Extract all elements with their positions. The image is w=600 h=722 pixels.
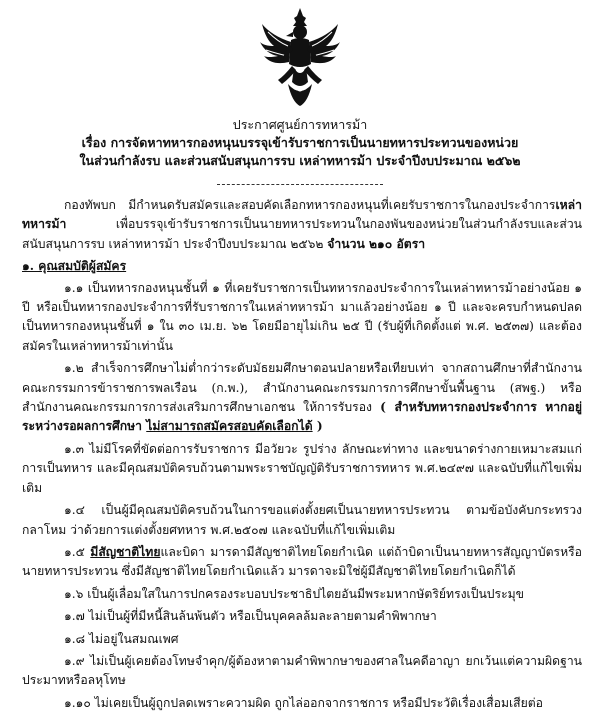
- item-1-2-text: ๑.๒ สำเร็จการศึกษาไม่ต่ำกว่าระดับมัธยมศึกษาตอนปลายหรือเทียบเท่า จากสถานศึกษาที่สำนักงานคณะกรรมการข้าราชการพลเรือน (ก.พ.), สำนักงานคณะกรรมการการศึกษาขั้นพื้นฐาน (สพฐ.) หรือ สำนักงานคณะกรรมการการส่งเสริมการศึกษาเอกชน ให้การรับรอง: [22, 361, 582, 415]
- item-1-9: ๑.๙ ไม่เป็นผู้เคยต้องโทษจำคุก/ผู้ต้องหาตามคำพิพากษาของศาลในคดีอาญา ยกเว้นแต่ความผิดฐานประมาทหรือลหุโทษ: [22, 653, 582, 688]
- item-1-2: [22, 359, 582, 437]
- item-1-5-text: และบิดา มารดามีสัญชาติไทยโดยกำเนิด แต่ถ้าบิดาเป็นนายทหารสัญญาบัตรหรือนายทหารประทวน ซึ่งมีสัญชาติไทยโดยกำเนิดแล้ว มารดาจะมิใช่ผู้มีสัญชาติไทยโดยกำเนิดก็ได้: [22, 544, 582, 579]
- item-1-4: ๑.๔ เป็นผู้มีคุณสมบัติครบถ้วนในการขอแต่งตั้งยศเป็นนายทหารประทวน ตามข้อบังคับกระทรวงกลาโหม ว่าด้วยการแต่งตั้งยศทหาร พ.ศ.๒๕๐๗ และฉบับที่แก้ไขเพิ่มเติม: [22, 503, 582, 537]
- intro-text-1: กองทัพบก มีกำหนดรับสมัครและสอบคัดเลือกทหารกองหนุนที่เคยรับราชการในกองประจำการ: [64, 198, 556, 212]
- item-1-2-bold-underline: ไม่สามารถสมัครสอบคัดเลือกได้: [146, 419, 313, 434]
- item-1-1: ๑.๑ เป็นทหารกองหนุนชั้นที่ ๑ ที่เคยรับราชการเป็นทหารกองประจำการในเหล่าทหารม้าอย่างน้อย ๑ ปี หรือเป็นทหารกองประจำการที่รับราชการในเหล่าทหารม้า มาแล้วอย่างน้อย ๑ ปี และจะครบกำหนดปลดเป็นทหารกองหนุนชั้นที่ ๑ ใน ๓๐ เม.ย. ๖๒ โดยมีอายุไม่เกิน ๒๕ ปี (รับผู้ที่เกิดตั้งแต่ พ.ศ. ๒๕๓๗) และต้องสมัครในเหล่าทหารม้าเท่านั้น: [22, 280, 582, 353]
- intro-text-2: เพื่อบรรจุเข้ารับราชการเป็นนายทหารประทวนในกองพันของหน่วยในส่วนกำลังรบและส่วนสนับสนุนการรบ เหล่าทหารม้า ประจำปีงบประมาณ ๒๕๖๒: [22, 217, 582, 251]
- intro-bold-quota: จำนวน ๒๑๐ อัตรา: [327, 236, 426, 251]
- intro-bold-cavalry: เหล่าทหารม้า: [22, 198, 582, 232]
- item-1-5: [22, 543, 582, 582]
- announcement-title: ประกาศศูนย์การทหารม้า: [232, 117, 368, 132]
- divider: [217, 184, 383, 185]
- intro-paragraph: [22, 196, 582, 254]
- item-1-5-number: ๑.๕: [64, 544, 91, 559]
- item-1-3: ๑.๓ ไม่มีโรคที่ขัดต่อการรับราชการ มีอวัยวะ รูปร่าง ลักษณะท่าทาง และขนาดร่างกายเหมาะสมแก่การเป็นทหาร และมีคุณสมบัติครบถ้วนตามพระราชบัญญัติรับราชการทหาร พ.ศ.๒๔๙๗ และฉบับที่แก้ไขเพิ่มเติม: [22, 441, 582, 495]
- document-body: [22, 196, 582, 716]
- item-1-7: ๑.๗ ไม่เป็นผู้ที่มีหนี้สินล้นพ้นตัว หรือเป็นบุคคลล้มละลายตามคำพิพากษา: [64, 609, 437, 624]
- subject-line-2: ในส่วนกำลังรบ และส่วนสนับสนุนการรบ เหล่าทหารม้า ประจำปีงบประมาณ ๒๕๖๒: [79, 153, 521, 168]
- item-1-6: ๑.๖ เป็นผู้เลื่อมใสในการปกครองระบอบประชาธิปไตยอันมีพระมหากษัตริย์ทรงเป็นประมุข: [64, 586, 524, 601]
- section-1-heading: ๑. คุณสมบัติผู้สมัคร: [22, 259, 127, 274]
- garuda-emblem-icon: [258, 6, 342, 108]
- item-1-10: ๑.๑๐ ไม่เคยเป็นผู้ถูกปลดเพราะความผิด ถูกไล่ออกจากราชการ หรือมีประวัติเรื่องเสื่อมเสียต่อ: [64, 695, 543, 710]
- subject-line-1: เรื่อง การจัดหาทหารกองหนุนบรรจุเข้ารับราชการเป็นนายทหารประทวนของหน่วย: [81, 135, 519, 150]
- item-1-5-bold-underline: มีสัญชาติไทย: [90, 544, 161, 559]
- item-1-2-close: ): [312, 419, 323, 434]
- item-1-8: ๑.๘ ไม่อยู่ในสมณเพศ: [64, 631, 179, 646]
- item-1-2-bold: ( สำหรับทหารกองประจำการ หากอยู่ระหว่างรอผลการศึกษา: [22, 400, 582, 434]
